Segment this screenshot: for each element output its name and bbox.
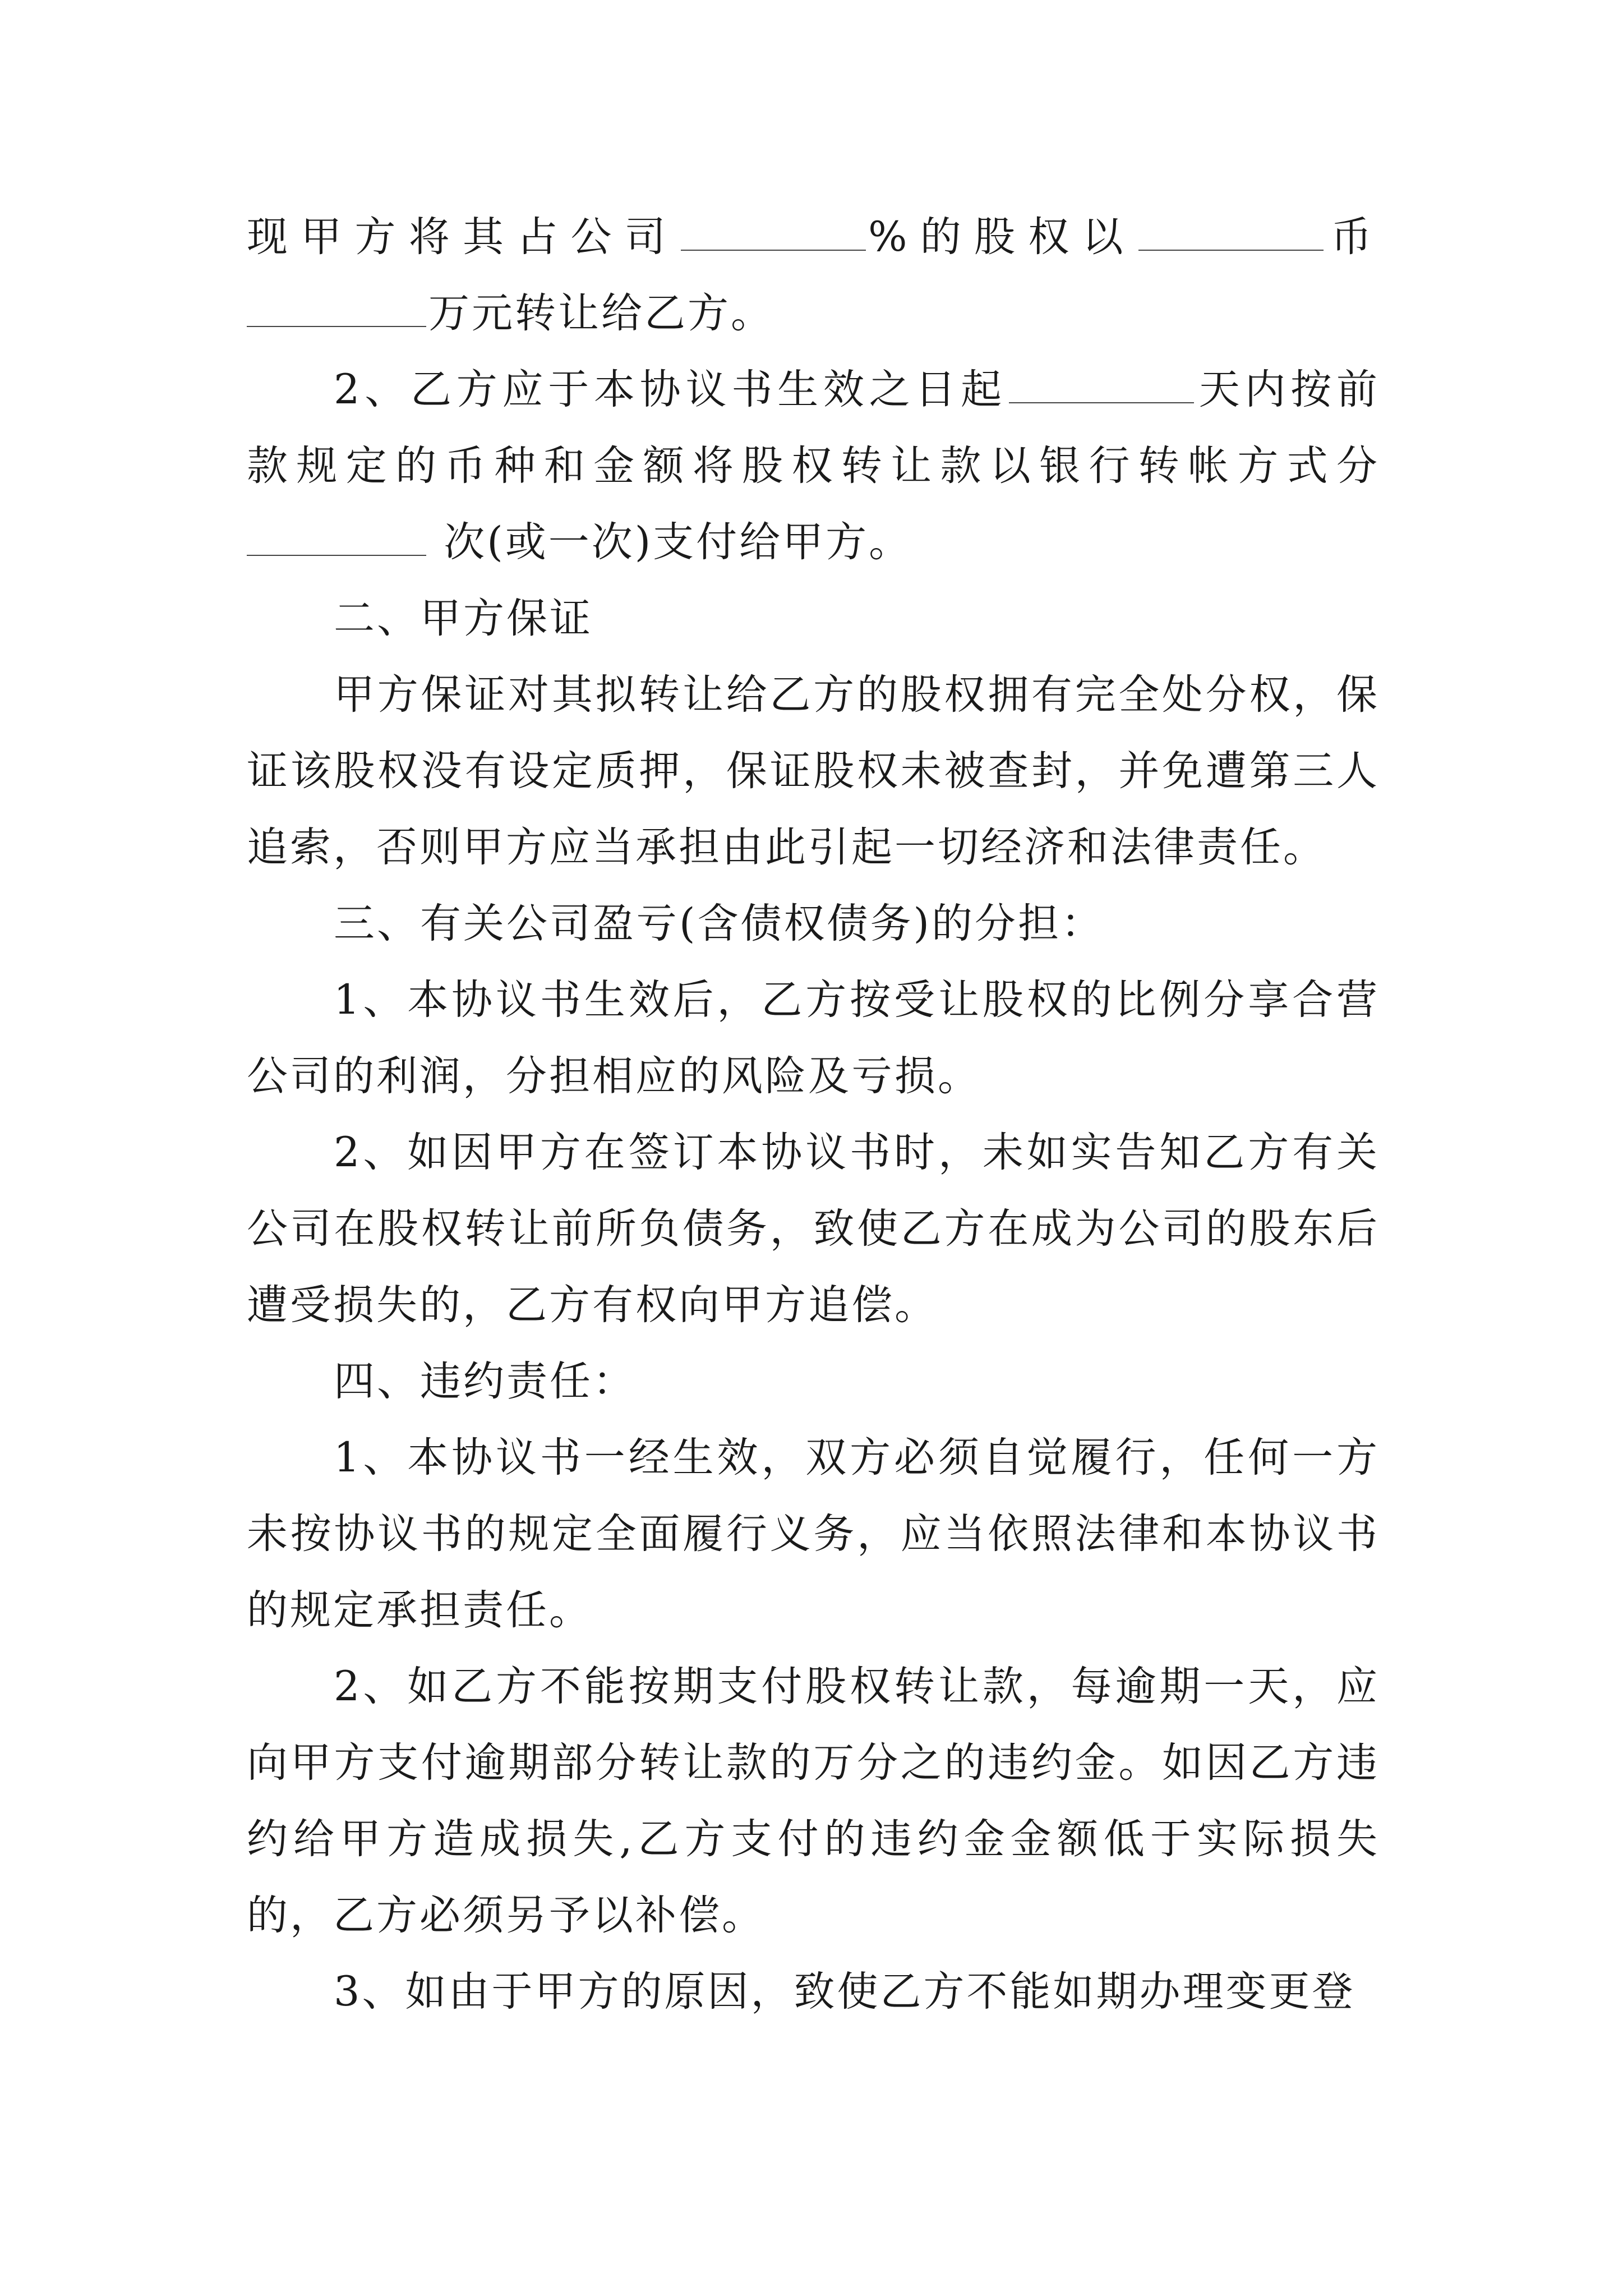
section-item-liability-2: 2、如乙方不能按期支付股权转让款，每逾期一天，应向甲方支付逾期部分转让款的万分之的违约金。如因乙方违约给甲方造成损失,乙方支付的违约金金额低于实际损失的，乙方必须另予以补偿。 bbox=[247, 1663, 1380, 1939]
transfer-clause-text-a: 现甲方将其占公司 bbox=[247, 213, 679, 261]
payment-clause-text-d: 次(或一次)支付给甲方。 bbox=[444, 518, 912, 566]
transfer-clause-text-b: %的股权以 bbox=[868, 213, 1136, 261]
currency-blank[interactable] bbox=[1138, 210, 1324, 251]
transfer-clause-line2 bbox=[247, 275, 1380, 352]
section-item-liability-1: 1、本协议书一经生效，双方必须自觉履行，任何一方未按协议书的规定全面履行义务，应当依照法律和本协议书的规定承担责任。 bbox=[247, 1434, 1380, 1634]
document-body bbox=[247, 199, 1380, 2030]
section-heading-profit-loss: 三、有关公司盈亏(含债权债务)的分担： bbox=[334, 900, 1104, 947]
section-item-liability-3: 3、如由于甲方的原因，致使乙方不能如期办理变更登 bbox=[334, 1968, 1355, 2016]
payment-clause-text-a: 2、乙方应于本协议书生效之日起 bbox=[334, 366, 1007, 413]
payment-clause-line2 bbox=[247, 428, 1380, 504]
section-item-profit-share: 1、本协议书生效后，乙方按受让股权的比例分享合营公司的利润，分担相应的风险及亏损。 bbox=[247, 976, 1380, 1100]
transfer-clause-line1 bbox=[247, 199, 1380, 275]
section-item-debt-recovery: 2、如因甲方在签订本协议书时，未如实告知乙方有关公司在股权转让前所负债务，致使乙方在成为公司的股东后遭受损失的，乙方有权向甲方追偿。 bbox=[247, 1129, 1380, 1329]
share-percent-blank[interactable] bbox=[681, 210, 866, 251]
days-blank[interactable] bbox=[1009, 363, 1194, 403]
installments-blank[interactable] bbox=[247, 516, 426, 556]
section-body-guarantee: 甲方保证对其拟转让给乙方的股权拥有完全处分权，保证该股权没有设定质押，保证股权未被查封，并免遭第三人追索，否则甲方应当承担由此引起一切经济和法律责任。 bbox=[247, 671, 1380, 871]
transfer-clause-text-d: 万元转让给乙方。 bbox=[428, 289, 774, 337]
section-heading-liability: 四、违约责任： bbox=[334, 1358, 636, 1405]
transfer-clause-text-c: 币 bbox=[1325, 213, 1380, 261]
payment-clause-text-b: 天内按前 bbox=[1196, 366, 1380, 413]
payment-clause-line1 bbox=[247, 352, 1380, 428]
payment-clause-text-c: 款规定的币种和金额将股权转让款以银行转帐方式分 bbox=[247, 442, 1380, 490]
section-heading-guarantee: 二、甲方保证 bbox=[334, 595, 593, 642]
payment-clause-line3 bbox=[247, 504, 1380, 581]
amount-blank[interactable] bbox=[247, 287, 426, 327]
